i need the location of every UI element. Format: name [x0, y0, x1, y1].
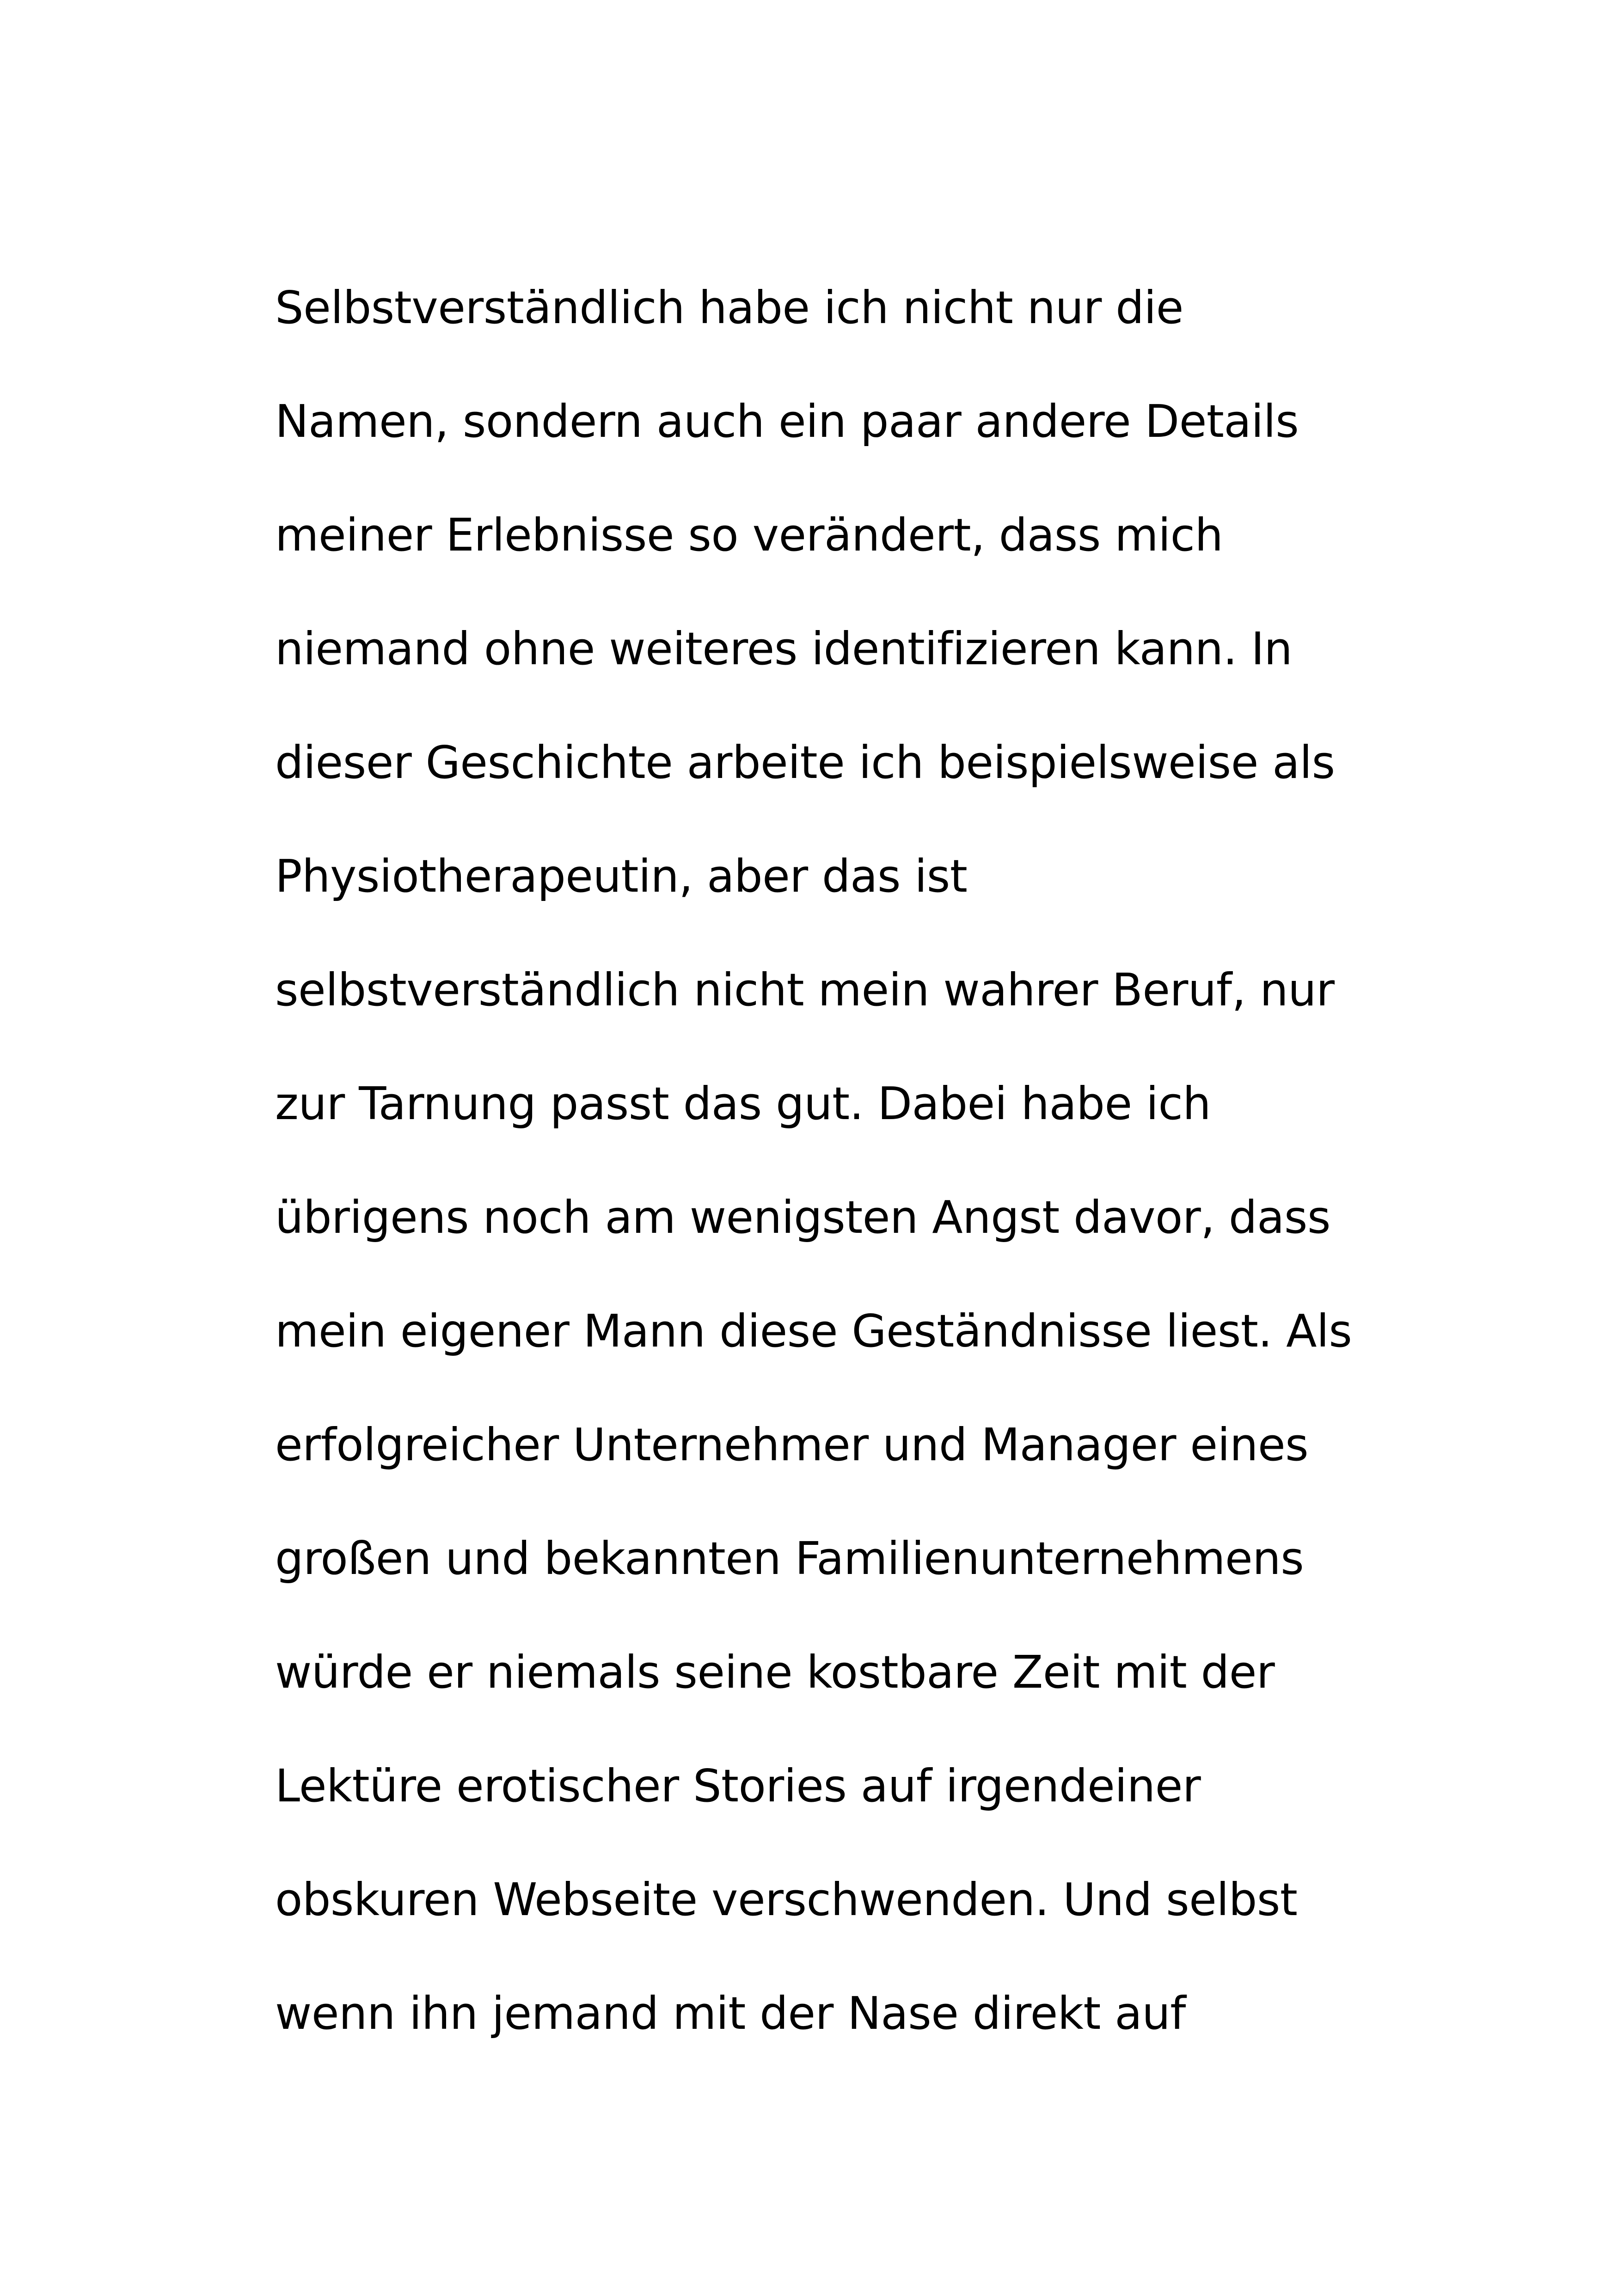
- text-line: dieser Geschichte arbeite ich beispielsweise als: [275, 736, 1335, 789]
- text-line: großen und bekannten Familienunternehmens: [275, 1532, 1304, 1585]
- text-line: Selbstverständlich habe ich nicht nur die: [275, 282, 1183, 334]
- text-line: Lektüre erotischer Stories auf irgendeiner: [275, 1760, 1201, 1812]
- text-line: selbstverständlich nicht mein wahrer Beruf, nur: [275, 964, 1335, 1016]
- text-line: erfolgreicher Unternehmer und Manager eines: [275, 1419, 1309, 1471]
- text-line: Namen, sondern auch ein paar andere Details: [275, 395, 1299, 447]
- text-line: würde er niemals seine kostbare Zeit mit der: [275, 1646, 1275, 1698]
- text-line: meiner Erlebnisse so verändert, dass mich: [275, 509, 1223, 561]
- text-line: Physiotherapeutin, aber das ist: [275, 850, 968, 902]
- text-line: zur Tarnung passt das gut. Dabei habe ich: [275, 1078, 1211, 1130]
- text-line: mein eigener Mann diese Geständnisse liest. Als: [275, 1305, 1352, 1357]
- text-line: niemand ohne weiteres identifizieren kann. In: [275, 623, 1293, 675]
- text-line: obskuren Webseite verschwenden. Und selbst: [275, 1874, 1298, 1926]
- text-line: übrigens noch am wenigsten Angst davor, dass: [275, 1191, 1330, 1243]
- text-line: wenn ihn jemand mit der Nase direkt auf: [275, 1987, 1186, 2039]
